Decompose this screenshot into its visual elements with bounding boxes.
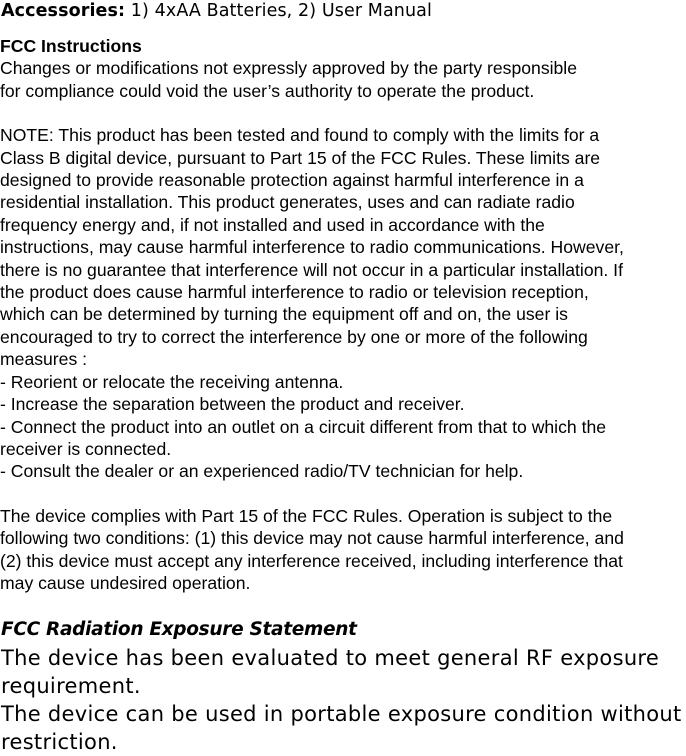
radiation-line: requirement. xyxy=(1,674,141,698)
accessories-line xyxy=(1,0,432,22)
fcc-note-line: encouraged to try to correct the interference by one or more of the following xyxy=(0,326,588,347)
radiation-line: The device can be used in portable exposure condition without xyxy=(1,702,682,726)
fcc-note-line: instructions, may cause harmful interference to radio communications. However, xyxy=(0,237,624,258)
fcc-measure-item: receiver is connected. xyxy=(0,438,172,459)
radiation-line: restriction. xyxy=(1,730,118,754)
accessories-label: Accessories: xyxy=(1,1,126,21)
fcc-compliance-line: (2) this device must accept any interference received, including interference that xyxy=(0,550,623,571)
fcc-measure-item: - Reorient or relocate the receiving antenna. xyxy=(0,371,344,392)
fcc-intro-line: Changes or modifications not expressly approved by the party responsible xyxy=(0,58,578,79)
fcc-measure-item: - Consult the dealer or an experienced radio/TV technician for help. xyxy=(0,461,524,482)
fcc-note-line: measures : xyxy=(0,349,88,370)
fcc-note-line: the product does cause harmful interference to radio or television reception, xyxy=(0,282,589,303)
fcc-intro-line: for compliance could void the user’s authority to operate the product. xyxy=(0,80,535,101)
spacer xyxy=(0,102,686,124)
fcc-compliance-line: may cause undesired operation. xyxy=(0,572,251,593)
fcc-note-line: designed to provide reasonable protection against harmful interference in a xyxy=(0,170,584,191)
fcc-note-line: residential installation. This product generates, uses and can radiate radio xyxy=(0,192,575,213)
fcc-note-line: which can be determined by turning the equipment off and on, the user is xyxy=(0,304,568,325)
radiation-line: The device has been evaluated to meet general RF exposure xyxy=(1,646,660,670)
fcc-note-line: there is no guarantee that interference will not occur in a particular installation. If xyxy=(0,259,623,280)
fcc-note-line: frequency energy and, if not installed and used in accordance with the xyxy=(0,214,545,235)
radiation-exposure-title: FCC Radiation Exposure Statement xyxy=(1,619,357,640)
fcc-measure-item: - Connect the product into an outlet on a circuit different from that to which the xyxy=(0,416,607,437)
spacer xyxy=(0,483,686,505)
radiation-exposure-text xyxy=(1,644,686,756)
fcc-note-line: Class B digital device, pursuant to Part 15 of the FCC Rules. These limits are xyxy=(0,147,601,168)
fcc-note-line: NOTE: This product has been tested and found to comply with the limits for a xyxy=(0,125,600,146)
accessories-text: 1) 4xAA Batteries, 2) User Manual xyxy=(125,1,432,21)
fcc-instructions-title: FCC Instructions xyxy=(0,36,142,56)
fcc-compliance-line: The device complies with Part 15 of the FCC Rules. Operation is subject to the xyxy=(0,505,613,526)
fcc-measure-item: - Increase the separation between the product and receiver. xyxy=(0,394,465,415)
fcc-compliance-line: following two conditions: (1) this device may not cause harmful interference, and xyxy=(0,528,624,549)
fcc-instructions-section xyxy=(0,35,686,594)
